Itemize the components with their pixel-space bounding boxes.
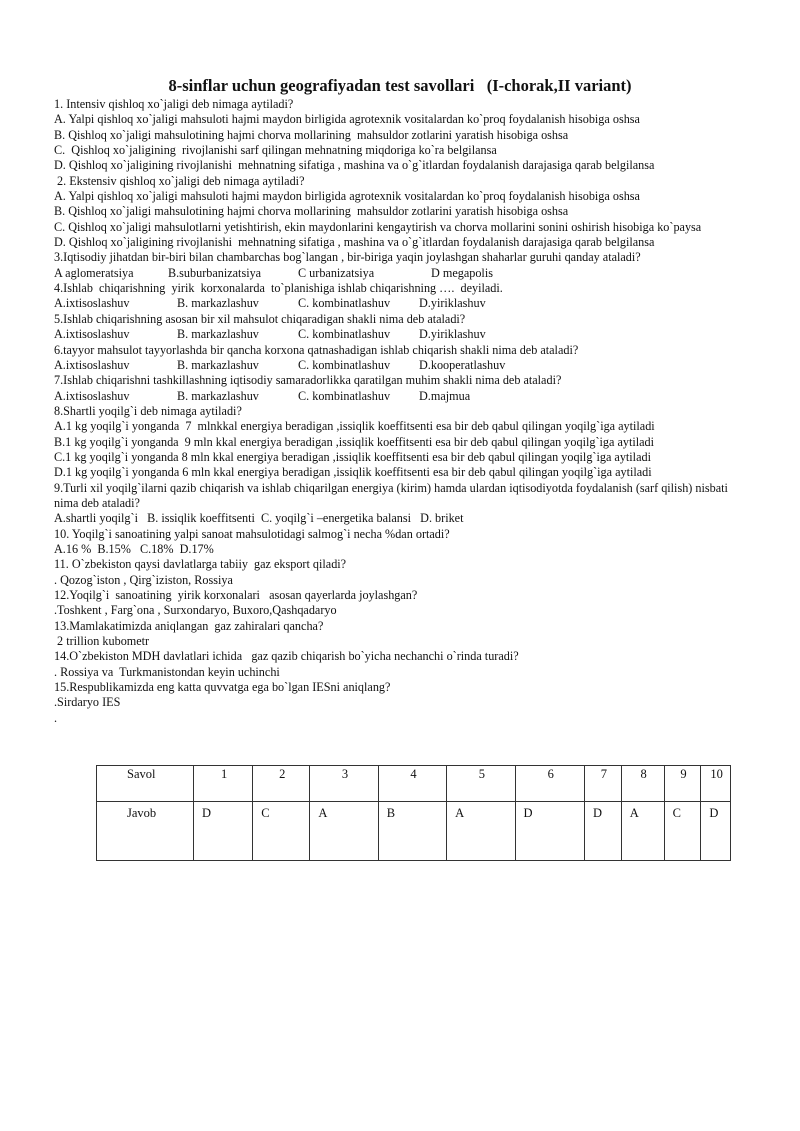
answer-option: D.majmua <box>419 388 471 403</box>
answer-option: A.ixtisoslashuv <box>54 388 130 403</box>
question-number-cell: 5 <box>447 766 515 802</box>
answer-option: A aglomeratsiya <box>54 265 134 280</box>
answer-option: A.ixtisoslashuv <box>54 357 130 372</box>
answer-cell: C <box>253 802 310 861</box>
page-title: 8-sinflar uchun geografiyadan test savollari (I-chorak,II variant) <box>168 76 632 95</box>
answer-option: D.kooperatlashuv <box>419 357 506 372</box>
answer-option: B. markazlashuv <box>177 357 259 372</box>
question-number-cell: 10 <box>701 766 731 802</box>
answer-cell: D <box>584 802 621 861</box>
text-line: A.16 % B.15% C.18% D.17% <box>54 541 214 556</box>
answer-option: C urbanizatsiya <box>298 265 375 280</box>
question-number-cell: 9 <box>664 766 701 802</box>
text-line: B.1 kg yoqilg`i yonganda 9 mln kkal energiya beradigan ,issiqlik koeffitsenti esa bir deb qabul qilingan yoqilg`iga aytiladi <box>54 434 655 449</box>
text-line: . <box>54 710 58 725</box>
answer-option: D megapolis <box>431 265 493 280</box>
text-line: 3.Iqtisodiy jihatdan bir-biri bilan chambarchas bog`langan , bir-biriga yaqin joylashgan shaharlar guruhi qanday ataladi? <box>54 250 641 265</box>
answer-options-row <box>54 358 754 373</box>
answer-option: D.yiriklashuv <box>419 327 486 342</box>
text-line: 9.Turli xil yoqilg`ilarni qazib chiqarish va ishlab chiqarilgan energiya (kirim) hamda ulardan iqtisodiyotda foydalanish (sarf qilish) nisbati nima deb ataladi? <box>54 480 728 510</box>
text-line: D. Qishloq xo`jaligining rivojlanishi mehnatning sifatiga , mashina va o`g`itlardan foydalanish darajasiga qarab belgilansa <box>54 158 655 173</box>
text-line: 10. Yoqilg`i sanoatining yalpi sanoat mahsulotidagi salmog`i necha %dan ortadi? <box>54 526 450 541</box>
text-line: B. Qishloq xo`jaligi mahsulotining hajmi chorva mollarining mahsuldor zotlarini yaratish hisobiga oshsa <box>54 204 569 219</box>
answer-option: C. kombinatlashuv <box>298 357 391 372</box>
question-number-cell: 2 <box>253 766 310 802</box>
text-line: D.1 kg yoqilg`i yonganda 6 mln kkal energiya beradigan ,issiqlik koeffitsenti esa bir deb qabul qilingan yoqilg`iga aytiladi <box>54 465 652 480</box>
text-line: 4.Ishlab chiqarishning yirik korxonalarda to`planishiga ishlab chiqarishning …. deyiladi. <box>54 281 503 296</box>
answer-cell: D <box>193 802 252 861</box>
text-line: . Qozog`iston , Qirg`iziston, Rossiya <box>54 572 233 587</box>
answer-option: B. markazlashuv <box>177 296 259 311</box>
text-line: A. Yalpi qishloq xo`jaligi mahsuloti hajmi maydon birligida agrotexnik vositalardan ko`proq foydalanish hisobiga oshsa <box>54 112 640 127</box>
answer-cell: A <box>447 802 515 861</box>
text-line: C. Qishloq xo`jaligining rivojlanishi sarf qilingan mehnatning miqdoriga ko`ra belgilansa <box>54 143 497 158</box>
text-line: 2 trillion kubometr <box>54 634 150 649</box>
text-line: .Sirdaryo IES <box>54 695 121 710</box>
answer-cell: D <box>701 802 731 861</box>
text-line: 12.Yoqilg`i sanoatining yirik korxonalari asosan qayerlarda joylashgan? <box>54 588 418 602</box>
answer-options-row <box>54 327 754 342</box>
question-number-cell: 7 <box>584 766 621 802</box>
answer-cell: A <box>621 802 664 861</box>
answer-options-row <box>54 296 754 311</box>
answer-option: B.suburbanizatsiya <box>168 265 262 280</box>
question-number-cell: 3 <box>310 766 378 802</box>
text-line: A.shartli yoqilg`i B. issiqlik koeffitsenti C. yoqilg`i –energetika balansi D. briket <box>54 511 464 526</box>
text-line: 6.tayyor mahsulot tayyorlashda bir qancha korxona qatnashadigan ishlab chiqarish shakli nima deb ataladi? <box>54 342 579 357</box>
text-line: . Rossiya va Turkmanistondan keyin uchinchi <box>54 664 280 679</box>
answer-table-header-row <box>97 766 731 802</box>
text-line: 11. O`zbekiston qaysi davlatlarga tabiiy gaz eksport qiladi? <box>54 557 347 572</box>
answer-cell: A <box>310 802 378 861</box>
text-line: A.1 kg yoqilg`i yonganda 7 mlnkkal energiya beradigan ,issiqlik koeffitsenti esa bir deb qabul qilingan yoqilg`iga aytiladi <box>54 419 655 434</box>
answer-cell: D <box>515 802 584 861</box>
answer-label-cell: Javob <box>97 802 194 861</box>
answer-option: A.ixtisoslashuv <box>54 327 130 342</box>
text-line: C.1 kg yoqilg`i yonganda 8 mln kkal energiya beradigan ,issiqlik koeffitsenti esa bir deb qabul qilingan yoqilg`iga aytiladi <box>54 449 651 464</box>
question-number-cell: 1 <box>193 766 252 802</box>
text-line: B. Qishloq xo`jaligi mahsulotining hajmi chorva mollarining mahsuldor zotlarini yaratish hisobiga oshsa <box>54 127 569 142</box>
text-line: 2. Ekstensiv qishloq xo`jaligi deb nimaga aytiladi? <box>54 173 305 188</box>
answer-cell: C <box>664 802 701 861</box>
answer-options-row <box>54 266 754 281</box>
text-line: A. Yalpi qishloq xo`jaligi mahsuloti hajmi maydon birligida agrotexnik vositalardan ko`proq foydalanish hisobiga oshsa <box>54 189 640 204</box>
answer-option: D.yiriklashuv <box>419 296 486 311</box>
answer-option: A.ixtisoslashuv <box>54 296 130 311</box>
text-line: 8.Shartli yoqilg`i deb nimaga aytiladi? <box>54 403 242 418</box>
answer-cell: B <box>378 802 446 861</box>
answer-option: B. markazlashuv <box>177 327 259 342</box>
question-number-cell: 8 <box>621 766 664 802</box>
answer-option: C. kombinatlashuv <box>298 327 391 342</box>
question-list <box>54 97 754 726</box>
answer-table <box>96 765 731 861</box>
answer-option: B. markazlashuv <box>177 388 259 403</box>
text-line: 5.Ishlab chiqarishning asosan bir xil mahsulot chiqaradigan shakli nima deb ataladi? <box>54 311 466 326</box>
answer-options-row <box>54 389 754 404</box>
text-line: 14.O`zbekiston MDH davlatlari ichida gaz qazib chiqarish bo`yicha nechanchi o`rinda turadi? <box>54 649 519 664</box>
question-number-cell: 4 <box>378 766 446 802</box>
text-line: D. Qishloq xo`jaligining rivojlanishi mehnatning sifatiga , mashina va o`g`itlardan foydalanish darajasiga qarab belgilansa <box>54 235 655 250</box>
text-line: 7.Ishlab chiqarishni tashkillashning iqtisodiy samaradorlikka qaratilgan muhim shakli nima deb ataladi? <box>54 373 562 388</box>
text-line: 1. Intensiv qishloq xo`jaligi deb nimaga aytiladi? <box>54 97 294 111</box>
header-label-cell: Savol <box>97 766 194 802</box>
text-line: .Toshkent , Farg`ona , Surxondaryo, Buxoro,Qashqadaryo <box>54 603 337 618</box>
text-line: 13.Mamlakatimizda aniqlangan gaz zahiralari qancha? <box>54 618 324 633</box>
question-number-cell: 6 <box>515 766 584 802</box>
answer-option: C. kombinatlashuv <box>298 296 391 311</box>
answer-table-answer-row <box>97 802 731 861</box>
text-line: 15.Respublikamizda eng katta quvvatga ega bo`lgan IESni aniqlang? <box>54 680 391 695</box>
answer-option: C. kombinatlashuv <box>298 388 391 403</box>
text-line: C. Qishloq xo`jaligi mahsulotlarni yetishtirish, ekin maydonlarini kengaytirish va chorva mollarini sonini oshirish hisobiga ko`paysa <box>54 219 702 234</box>
